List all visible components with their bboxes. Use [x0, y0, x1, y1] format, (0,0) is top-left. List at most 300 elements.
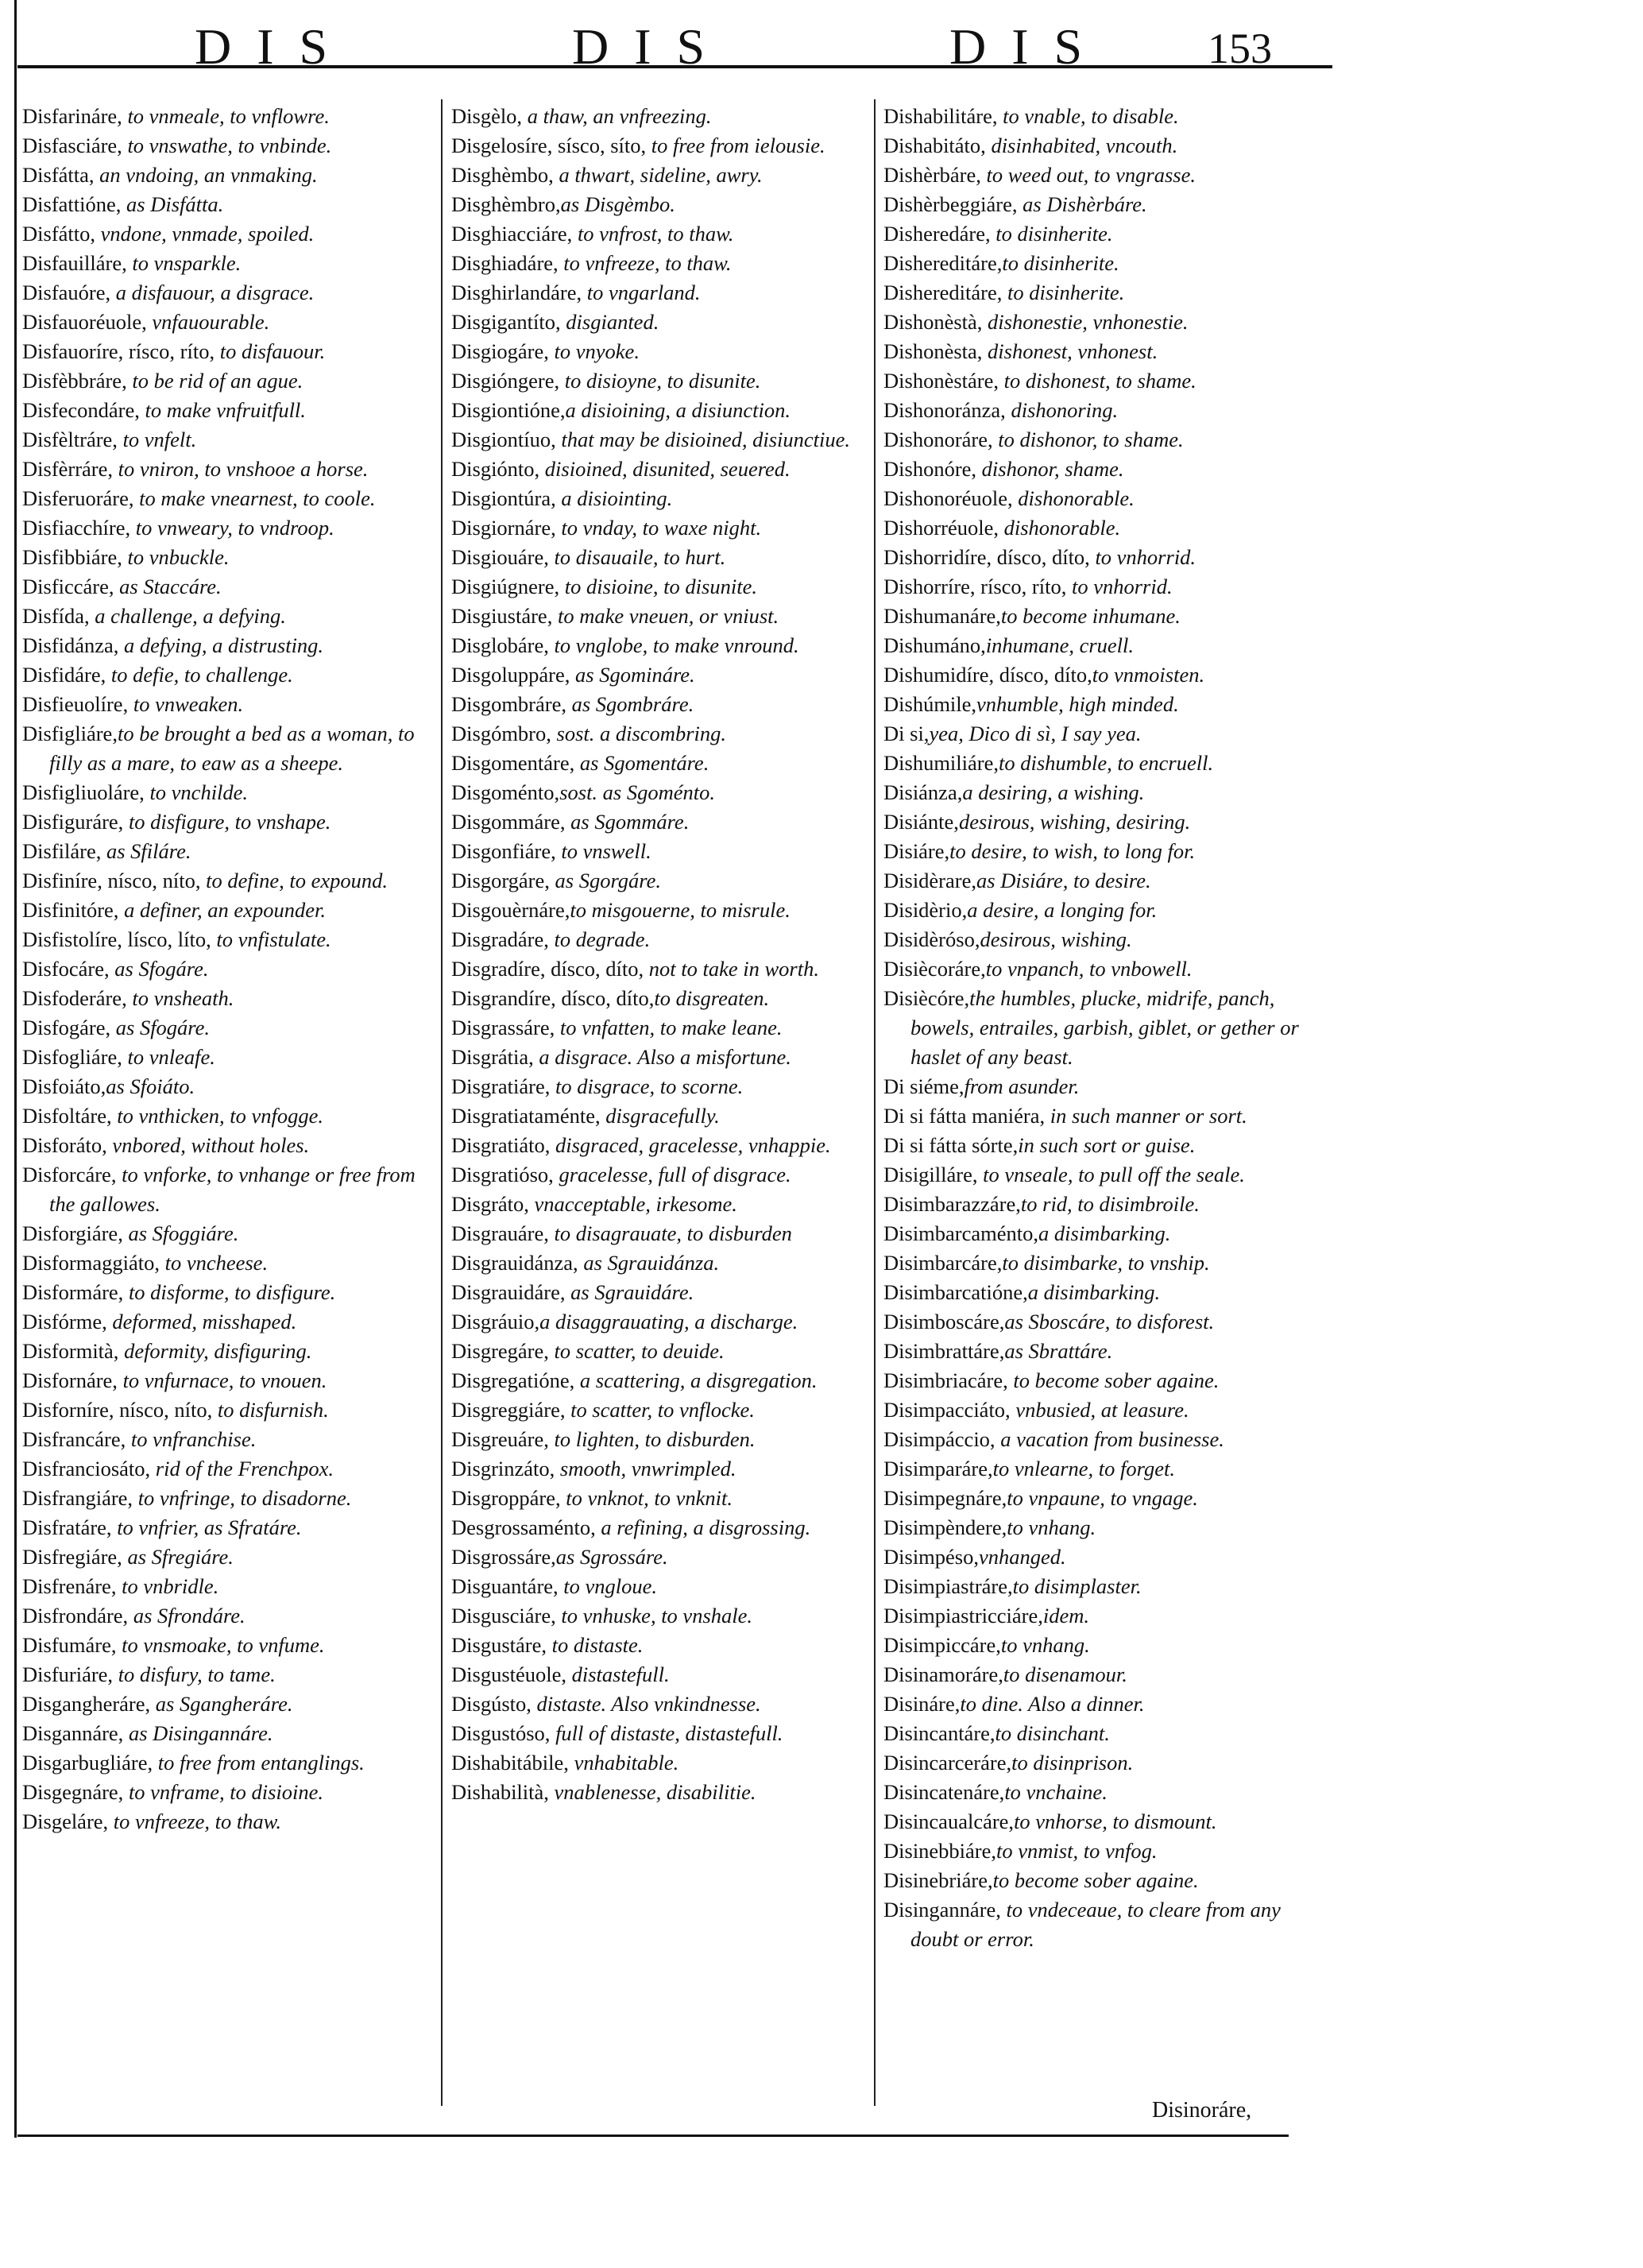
- gloss: to weed out, to vngrasse.: [980, 163, 1196, 187]
- headword: Disimpéso,: [883, 1545, 979, 1569]
- headword: Disfigliuoláre,: [22, 780, 145, 804]
- headword: Dishúmile,: [883, 692, 977, 716]
- gloss: to disenamour.: [1003, 1662, 1127, 1686]
- headword: Dishonèsta,: [883, 339, 983, 363]
- headword: Disgoluppáre,: [451, 663, 570, 687]
- headword: Disincatenáre,: [883, 1780, 1005, 1804]
- headword: Dishonoréuole,: [883, 486, 1013, 510]
- headword: Disgelosíre, sísco, síto,: [451, 134, 647, 157]
- dictionary-entry: [883, 690, 1328, 719]
- dictionary-entry: [883, 1748, 1328, 1778]
- gloss: disgianted.: [560, 310, 659, 334]
- dictionary-entry: [451, 572, 868, 602]
- gloss: to vnyoke.: [548, 339, 640, 363]
- gloss: the humbles, plucke, midrife, panch, bowels, entrailes, garbish, giblet, or gether or haslet of any beast.: [910, 986, 1299, 1069]
- gloss: as Sgomináre.: [570, 663, 695, 687]
- dictionary-entry: [22, 425, 435, 455]
- headword: Disfregiáre,: [22, 1545, 122, 1569]
- dictionary-entry: [451, 1689, 868, 1719]
- headword: Disgiontíuo,: [451, 428, 556, 451]
- gloss: to vnsparkle.: [126, 251, 242, 275]
- gloss: vnhanged.: [979, 1545, 1066, 1569]
- headword: Disguantáre,: [451, 1574, 559, 1598]
- headword: Disfauoríre, rísco, ríto,: [22, 339, 215, 363]
- headword: Disfauoréuole,: [22, 310, 147, 334]
- dictionary-entry: [883, 1778, 1328, 1807]
- headword: Dishonoráre,: [883, 428, 993, 451]
- dictionary-entry: [883, 1190, 1328, 1219]
- gloss: to be brought a bed as a woman, to filly as a mare, to eaw as a sheepe.: [49, 722, 415, 775]
- headword: Disidèróso,: [883, 927, 980, 951]
- headword: Disgrauáre,: [451, 1221, 549, 1245]
- dictionary-entry: [22, 778, 435, 807]
- headword: Disgeláre,: [22, 1809, 109, 1833]
- gloss: a desiring, a wishing.: [962, 780, 1145, 804]
- gloss: disgracefully.: [600, 1104, 720, 1128]
- dictionary-entry: [451, 455, 868, 484]
- dictionary-entry: [451, 1454, 868, 1484]
- headword: Disgangheráre,: [22, 1692, 151, 1716]
- dictionary-entry: [451, 1601, 868, 1631]
- dictionary-entry: [883, 161, 1328, 190]
- dictionary-entry: [883, 396, 1328, 425]
- dictionary-entry: [883, 660, 1328, 690]
- dictionary-entry: [451, 1748, 868, 1778]
- headword: Disgigantíto,: [451, 310, 561, 334]
- dictionary-entry: [451, 1425, 868, 1454]
- dictionary-entry: [22, 1660, 435, 1689]
- gloss: inhumane, cruell.: [985, 633, 1135, 657]
- dictionary-entry: [451, 925, 868, 954]
- gloss: desirous, wishing.: [980, 927, 1132, 951]
- headword: Disiáre,: [883, 839, 950, 863]
- gloss: vnhumble, high minded.: [976, 692, 1179, 716]
- gloss: vnablenesse, disabilitie.: [548, 1780, 756, 1804]
- gloss: dishonest, vnhonest.: [982, 339, 1158, 363]
- headword: Disghèmbo,: [451, 163, 554, 187]
- dictionary-entry: [883, 1836, 1328, 1866]
- gloss: to make vnfruitfull.: [139, 398, 306, 422]
- dictionary-entry: [22, 1572, 435, 1601]
- gloss: not to take in worth.: [644, 957, 819, 981]
- dictionary-entry: [883, 1866, 1328, 1895]
- dictionary-entry: [22, 396, 435, 425]
- headword: Disformáre,: [22, 1280, 124, 1304]
- gloss: as Sfiláre.: [101, 839, 191, 863]
- gloss: to vnsmoake, to vnfume.: [116, 1633, 325, 1657]
- gloss: to vncheese.: [159, 1251, 269, 1275]
- dictionary-entry: [883, 1131, 1328, 1160]
- column-2: [451, 102, 868, 1807]
- gloss: dishonor, shame.: [976, 457, 1124, 481]
- headword: Disgratiáto,: [451, 1133, 551, 1157]
- gloss: as Sgrauidánza.: [578, 1251, 720, 1275]
- headword: Disgratiáre,: [451, 1074, 551, 1098]
- dictionary-entry: [22, 866, 435, 896]
- headword: Disimpegnáre,: [883, 1486, 1007, 1510]
- gloss: to vngloue.: [558, 1574, 658, 1598]
- headword: Disghiacciáre,: [451, 222, 573, 246]
- dictionary-entry: [451, 543, 868, 572]
- gloss: vnacceptable, irkesome.: [528, 1192, 737, 1216]
- gloss: to vnbridle.: [116, 1574, 219, 1598]
- headword: Disimbriacáre,: [883, 1368, 1008, 1392]
- headword: Disfibbiáre,: [22, 545, 122, 569]
- dictionary-entry: [883, 778, 1328, 807]
- headword: Disidèrio,: [883, 898, 968, 922]
- gloss: as Sfoiáto.: [106, 1074, 195, 1098]
- headword: Disfrancáre,: [22, 1427, 126, 1451]
- headword: Disfátta,: [22, 163, 95, 187]
- dictionary-entry: [22, 631, 435, 660]
- headword: Dishabilitáre,: [883, 104, 998, 128]
- dictionary-entry: [883, 1601, 1328, 1631]
- gloss: a disfauour, a disgrace.: [110, 281, 315, 304]
- gloss: a refining, a disgrossing.: [595, 1515, 811, 1539]
- gloss: as Dishèrbáre.: [1017, 192, 1147, 216]
- gloss: deformity, disfiguring.: [118, 1339, 312, 1363]
- gloss: to vnfrost, to thaw.: [572, 222, 734, 246]
- gloss: to vnable, to disable.: [997, 104, 1179, 128]
- gloss: from asunder.: [964, 1074, 1080, 1098]
- gloss: as Disingannáre.: [123, 1721, 273, 1745]
- gloss: as Sfrondáre.: [128, 1604, 245, 1627]
- headword: Disinebbiáre,: [883, 1839, 997, 1863]
- headword: Disiècoráre,: [883, 957, 986, 981]
- gloss: to disioyne, to disunite.: [559, 369, 761, 393]
- gloss: to dishonest, to shame.: [998, 369, 1196, 393]
- gloss: full of distaste, distastefull.: [550, 1721, 783, 1745]
- headword: Disgratiataménte,: [451, 1104, 601, 1128]
- headword: Disghiadáre,: [451, 251, 559, 275]
- headword: Disgráto,: [451, 1192, 529, 1216]
- gloss: idem.: [1042, 1604, 1090, 1627]
- gloss: vnfauourable.: [146, 310, 270, 334]
- dictionary-entry: [883, 1160, 1328, 1190]
- gloss: as Sbrattáre.: [1004, 1339, 1113, 1363]
- dictionary-entry: [22, 1807, 435, 1836]
- running-head-left: DIS: [195, 18, 354, 75]
- gloss: in such sort or guise.: [1018, 1133, 1196, 1157]
- dictionary-entry: [22, 366, 435, 396]
- gloss: to vngarland.: [582, 281, 701, 304]
- dictionary-entry: [451, 866, 868, 896]
- gloss: to vnframe, to disioine.: [123, 1780, 324, 1804]
- headword: Disgiustáre,: [451, 604, 553, 628]
- gloss: vnbored, without holes.: [106, 1133, 310, 1157]
- gloss: to vnlearne, to forget.: [992, 1457, 1175, 1480]
- headword: Disformità,: [22, 1339, 119, 1363]
- dictionary-entry: [22, 1454, 435, 1484]
- gloss: to disgreaten.: [654, 986, 770, 1010]
- headword: Disgouèrnáre,: [451, 898, 570, 922]
- dictionary-entry: [451, 219, 868, 249]
- dictionary-entry: [883, 1719, 1328, 1748]
- headword: Dishumanáre,: [883, 604, 1001, 628]
- gloss: to vnseale, to pull off the seale.: [977, 1163, 1245, 1186]
- dictionary-entry: [22, 543, 435, 572]
- dictionary-entry: [22, 1778, 435, 1807]
- gloss: to vnweaken.: [128, 692, 244, 716]
- gloss: as Sgorgáre.: [549, 869, 661, 892]
- gloss: to vnsheath.: [126, 986, 234, 1010]
- running-head-right: DIS: [949, 18, 1108, 75]
- headword: Disfoderáre,: [22, 986, 127, 1010]
- headword: Disformaggiáto,: [22, 1251, 160, 1275]
- headword: Disfocáre,: [22, 957, 110, 981]
- headword: Disinamoráre,: [883, 1662, 1003, 1686]
- dictionary-entry: [451, 690, 868, 719]
- dictionary-entry: [22, 954, 435, 984]
- gloss: to become inhumane.: [1000, 604, 1181, 628]
- dictionary-entry: [22, 337, 435, 366]
- gloss: disgraced, gracelesse, vnhappie.: [550, 1133, 831, 1157]
- gloss: as Sfogáre.: [109, 957, 209, 981]
- gloss: to vnknot, to vnknit.: [560, 1486, 733, 1510]
- headword: Dishonoránza,: [883, 398, 1006, 422]
- headword: Disgustóso,: [451, 1721, 551, 1745]
- gloss: to disioine, to disunite.: [559, 575, 757, 598]
- dictionary-entry: [22, 602, 435, 631]
- gloss: dishonoring.: [1005, 398, 1119, 422]
- headword: Disfidánza,: [22, 633, 119, 657]
- dictionary-entry: [451, 1131, 868, 1160]
- dictionary-entry: [22, 660, 435, 690]
- dictionary-entry: [451, 161, 868, 190]
- gloss: that may be disioined, disiunctiue.: [555, 428, 850, 451]
- headword: Disfogáre,: [22, 1016, 111, 1039]
- gloss: gracelesse, full of disgrace.: [553, 1163, 791, 1186]
- gloss: a desire, a longing for.: [967, 898, 1158, 922]
- dictionary-entry: [883, 249, 1328, 278]
- headword: Disimparáre,: [883, 1457, 993, 1480]
- dictionary-entry: [22, 896, 435, 925]
- gloss: to desire, to wish, to long for.: [949, 839, 1196, 863]
- headword: Dishumidíre, dísco, díto,: [883, 663, 1092, 687]
- dictionary-entry: [883, 807, 1328, 837]
- dictionary-entry: [22, 1601, 435, 1631]
- dictionary-entry: [883, 513, 1328, 543]
- dictionary-entry: [883, 896, 1328, 925]
- dictionary-entry: [883, 1337, 1328, 1366]
- gloss: disinhabited, vncouth.: [985, 134, 1178, 157]
- headword: Disfrenáre,: [22, 1574, 117, 1598]
- headword: Disferuoráre,: [22, 486, 134, 510]
- gloss: to vnfringe, to disadorne.: [133, 1486, 352, 1510]
- gloss: to vnhang.: [1000, 1633, 1090, 1657]
- headword: Disimpiastráre,: [883, 1574, 1013, 1598]
- headword: Dishonèstà,: [883, 310, 983, 334]
- headword: Dishorridíre, dísco, díto,: [883, 545, 1090, 569]
- headword: Disfída,: [22, 604, 90, 628]
- dictionary-entry: [451, 749, 868, 778]
- dictionary-entry: [883, 1572, 1328, 1601]
- headword: Dishumiliáre,: [883, 751, 999, 775]
- page-number: 153: [1208, 25, 1272, 72]
- gloss: to vnmeale, to vnflowre.: [122, 104, 330, 128]
- headword: Disfranciosáto,: [22, 1457, 151, 1480]
- dictionary-entry: [22, 984, 435, 1013]
- dictionary-entry: [451, 396, 868, 425]
- headword: Disgoménto,: [451, 780, 560, 804]
- headword: Disimpiccáre,: [883, 1633, 1001, 1657]
- dictionary-entry: [883, 543, 1328, 572]
- gloss: a disimbarking.: [1038, 1221, 1171, 1245]
- gloss: to scatter, to vnflocke.: [565, 1398, 755, 1422]
- dictionary-entry: [22, 308, 435, 337]
- dictionary-entry: [883, 1072, 1328, 1101]
- gloss: dishonorable.: [998, 516, 1121, 540]
- gloss: a thwart, sideline, awry.: [553, 163, 763, 187]
- dictionary-entry: [451, 1278, 868, 1307]
- dictionary-entry: [451, 1366, 868, 1395]
- dictionary-entry: [883, 278, 1328, 308]
- dictionary-entry: [451, 102, 868, 131]
- gloss: smooth, vnwrimpled.: [555, 1457, 736, 1480]
- dictionary-entry: [451, 1160, 868, 1190]
- dictionary-entry: [22, 484, 435, 513]
- headword: Disgrassáre,: [451, 1016, 555, 1039]
- dictionary-entry: [451, 602, 868, 631]
- gloss: to vnhorrid.: [1089, 545, 1196, 569]
- gloss: desirous, wishing, desiring.: [958, 810, 1191, 834]
- dictionary-entry: [883, 1395, 1328, 1425]
- headword: Disgradíre, dísco, díto,: [451, 957, 644, 981]
- headword: Dishabitábile,: [451, 1751, 569, 1775]
- headword: Disimbarazzáre,: [883, 1192, 1021, 1216]
- headword: Dishereditáre,: [883, 281, 1003, 304]
- dictionary-entry: [883, 425, 1328, 455]
- dictionary-entry: [451, 631, 868, 660]
- headword: Disgrátia,: [451, 1045, 534, 1069]
- gloss: to become sober againe.: [992, 1868, 1199, 1892]
- gloss: to vnfreeze, to thaw.: [558, 251, 732, 275]
- gloss: as Sfoggiáre.: [122, 1221, 239, 1245]
- dictionary-entry: [451, 1043, 868, 1072]
- dictionary-entry: [451, 1248, 868, 1278]
- headword: Disgombráre,: [451, 692, 566, 716]
- headword: Dishorréuole,: [883, 516, 999, 540]
- dictionary-entry: [451, 1513, 868, 1542]
- headword: Disincantáre,: [883, 1721, 995, 1745]
- headword: Disgústo,: [451, 1692, 532, 1716]
- gloss: a disgrace. Also a misfortune.: [533, 1045, 791, 1069]
- headword: Disgregáre,: [451, 1339, 549, 1363]
- headword: Disfornáre,: [22, 1368, 118, 1392]
- dictionary-entry: [883, 484, 1328, 513]
- dictionary-entry: [883, 190, 1328, 219]
- dictionary-entry: [22, 719, 435, 778]
- gloss: a scattering, a disgregation.: [574, 1368, 818, 1392]
- dictionary-entry: [883, 1425, 1328, 1454]
- gloss: to free from entanglings.: [153, 1751, 365, 1775]
- gloss: to lighten, to disburden.: [548, 1427, 756, 1451]
- headword: Disgrinzáto,: [451, 1457, 555, 1480]
- headword: Disghèmbro,: [451, 192, 561, 216]
- headword: Disigilláre,: [883, 1163, 978, 1186]
- dictionary-entry: [451, 1395, 868, 1425]
- headword: Disgommáre,: [451, 810, 566, 834]
- headword: Dishabitáto,: [883, 134, 986, 157]
- headword: Disimbarcaménto,: [883, 1221, 1039, 1245]
- headword: Disgustéuole,: [451, 1662, 566, 1686]
- gloss: distastefull.: [566, 1662, 670, 1686]
- headword: Disincaualcáre,: [883, 1809, 1015, 1833]
- dictionary-entry: [22, 925, 435, 954]
- headword: Disfattióne,: [22, 192, 122, 216]
- dictionary-entry: [22, 1366, 435, 1395]
- gloss: to vnhorse, to dismount.: [1014, 1809, 1217, 1833]
- gloss: a thaw, an vnfreezing.: [522, 104, 712, 128]
- headword: Disfèrráre,: [22, 457, 114, 481]
- gloss: to disinchant.: [995, 1721, 1110, 1745]
- headword: Dishonóre,: [883, 457, 977, 481]
- gloss: to rid, to disimbroile.: [1020, 1192, 1200, 1216]
- dictionary-entry: [22, 690, 435, 719]
- headword: Disfoltáre,: [22, 1104, 112, 1128]
- gloss: a disimbarking.: [1027, 1280, 1161, 1304]
- dictionary-entry: [451, 1660, 868, 1689]
- dictionary-entry: [22, 1719, 435, 1748]
- gloss: to disimbarke, to vnship.: [1002, 1251, 1210, 1275]
- headword: Disgarbugliáre,: [22, 1751, 153, 1775]
- headword: Di siéme,: [883, 1074, 965, 1098]
- gloss: sost. as Sgoménto.: [559, 780, 716, 804]
- dictionary-entry: [22, 1395, 435, 1425]
- dictionary-entry: [451, 366, 868, 396]
- gloss: to disinherite.: [1002, 281, 1125, 304]
- gloss: to misgouerne, to misrule.: [570, 898, 791, 922]
- dictionary-entry: [883, 749, 1328, 778]
- gloss: as Sgangheráre.: [150, 1692, 293, 1716]
- gloss: as Sgommáre.: [565, 810, 690, 834]
- gloss: as Sfogáre.: [110, 1016, 211, 1039]
- dictionary-entry: [22, 807, 435, 837]
- dictionary-entry: [451, 1484, 868, 1513]
- dictionary-entry: [22, 1013, 435, 1043]
- dictionary-entry: [22, 1689, 435, 1719]
- headword: Disgiúgnere,: [451, 575, 560, 598]
- gloss: as Staccáre.: [114, 575, 222, 598]
- headword: Disfarináre,: [22, 104, 122, 128]
- headword: Disimpèndere,: [883, 1515, 1007, 1539]
- dictionary-entry: [22, 1631, 435, 1660]
- gloss: to disgrace, to scorne.: [550, 1074, 744, 1098]
- gloss: to vnday, to waxe night.: [555, 516, 762, 540]
- dictionary-entry: [22, 1337, 435, 1366]
- gloss: to disimplaster.: [1012, 1574, 1142, 1598]
- dictionary-entry: [451, 1219, 868, 1248]
- gloss: to vnmoisten.: [1092, 663, 1205, 687]
- headword: Dishabilità,: [451, 1780, 549, 1804]
- dictionary-entry: [883, 1895, 1328, 1954]
- headword: Disináre,: [883, 1692, 961, 1716]
- dictionary-entry: [883, 602, 1328, 631]
- dictionary-entry: [883, 572, 1328, 602]
- dictionary-entry: [883, 925, 1328, 954]
- dictionary-entry: [22, 249, 435, 278]
- gloss: as Disfátta.: [121, 192, 224, 216]
- dictionary-entry: [451, 719, 868, 749]
- headword: Disimpacciáto,: [883, 1398, 1011, 1422]
- headword: Disgustáre,: [451, 1633, 547, 1657]
- headword: Disfrangiáre,: [22, 1486, 133, 1510]
- gloss: distaste. Also vnkindnesse.: [531, 1692, 761, 1716]
- dictionary-entry: [451, 896, 868, 925]
- dictionary-entry: [22, 1513, 435, 1542]
- headword: Disinebriáre,: [883, 1868, 993, 1892]
- dictionary-entry: [883, 455, 1328, 484]
